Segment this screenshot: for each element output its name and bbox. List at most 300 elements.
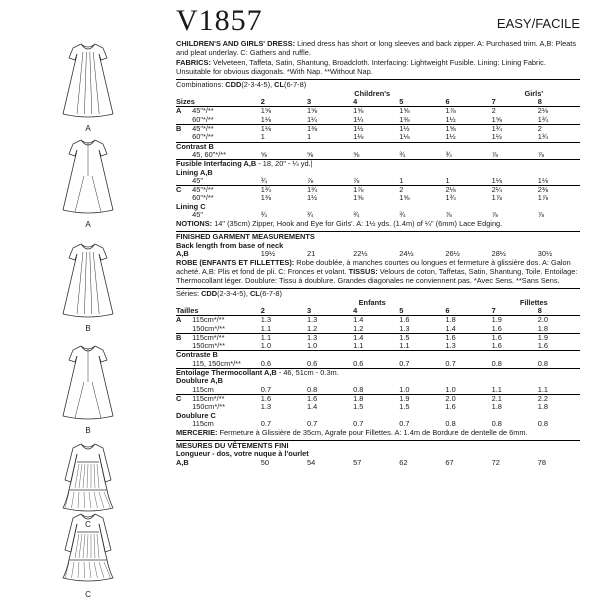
size-value: 2⅛ (441, 186, 487, 195)
size-value: 30½ (537, 250, 553, 259)
size-value: 19½ (260, 250, 276, 259)
combo-cl-sizes: (6-7-8) (284, 80, 307, 90)
series-cl: CL (249, 289, 260, 299)
lining-c-row (176, 420, 580, 428)
size-value: 0.8 (353, 385, 364, 394)
size-value: ¾ (445, 150, 452, 159)
english-yardage-table (176, 90, 580, 219)
sketch-column (0, 40, 176, 600)
size-value: 2 (488, 107, 534, 116)
lining-c-title: Lining C (176, 202, 206, 211)
yardage-row (176, 333, 580, 342)
interfacing-text: - 18, 20" - ¼ yd.| (256, 159, 313, 169)
size-value: 1.2 (353, 324, 364, 333)
size-value: 1.3 (445, 342, 456, 351)
size-value: ⅞ (537, 150, 544, 159)
interfacing-cell (176, 369, 580, 378)
size-value: 2 (395, 186, 441, 195)
size-value: 0.8 (537, 419, 549, 428)
size-value: 26½ (445, 250, 460, 259)
size-value: 1.5 (353, 403, 364, 412)
back-length-table (176, 250, 580, 258)
french-description (176, 259, 580, 285)
size-group-label: Fillettes (519, 298, 548, 307)
sketch-view-label: A (85, 124, 91, 133)
interfacing-text: - 46, 51cm - 0.3m. (276, 368, 339, 378)
sketch-view-label: B (85, 426, 91, 435)
sizes-label: Tailles (176, 306, 199, 315)
size-value: 57 (353, 458, 362, 467)
size-value: 22½ (353, 250, 368, 259)
size-value: 0.8 (537, 359, 549, 368)
size-value: ⅞ (491, 150, 498, 159)
sizes-label: Sizes (176, 98, 195, 107)
size-value: 2.0 (534, 316, 580, 325)
blank-cell (176, 420, 192, 428)
size-value: 0.8 (445, 419, 456, 428)
size-value: 2⅛ (534, 107, 580, 116)
size-value: 0.8 (491, 419, 502, 428)
view-letter: B (176, 333, 192, 342)
size-value: 1.8 (537, 403, 549, 412)
notions-section (176, 220, 580, 229)
size-value: 1.6 (303, 394, 349, 403)
size-value: 24½ (399, 250, 414, 259)
size-value: 1⅝ (395, 107, 441, 116)
size-value: 1½ (445, 133, 456, 142)
fabric-width: 60"*/** (192, 133, 214, 142)
size-value: ⅞ (306, 176, 314, 185)
lining-c-header (176, 203, 580, 211)
fabric-width: 45" (192, 176, 204, 185)
mercerie-section (176, 429, 580, 438)
mercerie-text: Fermeture à Glissière de 35cm, Agrafe pour Fillettes. A: 1.4m de Bordure de dentelle de 6mm. (217, 428, 528, 438)
size-value: 1¾ (257, 186, 303, 195)
size-header: 4 (353, 306, 358, 315)
interfacing-cell (176, 160, 580, 169)
french-metrage-table (176, 299, 580, 428)
size-header: 6 (445, 98, 450, 107)
yardage-row (176, 125, 580, 134)
fabric-width: 45"*/** (192, 125, 257, 134)
size-value: 0.7 (260, 419, 272, 428)
robe-description: Robe doublée, à manches courtes ou longues et fermeture à glissière dos. A: Galon acheté. A,B: Plis et fond de pli. C: Fronces et volant. (176, 258, 571, 276)
size-value: 0.8 (306, 385, 318, 394)
yardage-row (176, 133, 580, 142)
fabric-width: 150cm*/** (192, 403, 226, 412)
blank-cell (176, 386, 192, 395)
size-value: 50 (260, 458, 270, 467)
sketch-view-label: C (85, 590, 91, 599)
view-letter (176, 403, 192, 411)
size-value: 0.8 (491, 359, 502, 368)
size-value: 0.7 (399, 419, 410, 428)
view-letter: A (176, 107, 192, 116)
fabric-width: 115cm*/** (192, 394, 257, 403)
size-value: 2.0 (441, 394, 487, 403)
view-letter: C (176, 186, 192, 195)
size-value: 0.7 (445, 359, 456, 368)
size-value: 2⅜ (534, 186, 580, 195)
view-letter: A,B (176, 250, 189, 259)
size-value: ¾ (399, 150, 406, 159)
yardage-row (176, 342, 580, 351)
size-value: 1.1 (491, 385, 502, 394)
size-header: 5 (399, 98, 404, 107)
size-value: 1.9 (488, 316, 534, 325)
size-value: 1⅝ (257, 107, 303, 116)
size-value: 0.7 (399, 359, 410, 368)
size-value: ⅞ (353, 176, 360, 185)
dress-sketch (53, 510, 123, 588)
measurement-row (176, 250, 580, 258)
lining-ab-header (176, 377, 580, 385)
size-value: 1.6 (445, 403, 456, 412)
dress-sketch (53, 240, 123, 322)
size-value: 1 (445, 176, 450, 185)
size-value: 1 (260, 133, 265, 142)
size-value: 1.6 (488, 333, 534, 342)
yardage-row (176, 186, 580, 195)
contrast-b-row (176, 151, 580, 160)
size-group-row (176, 90, 580, 98)
size-value: 78 (537, 458, 546, 467)
longueur-table (176, 459, 580, 467)
size-value: 1.9 (395, 394, 441, 403)
combo-cdd: CDD (225, 80, 242, 90)
size-group-label: Enfants (358, 298, 386, 307)
size-value: 1⅝ (353, 194, 364, 203)
interfacing-title: Entoilage Thermocollant A,B (176, 368, 277, 378)
english-description (176, 40, 580, 57)
lining-c-row (176, 211, 580, 219)
size-value: ¾ (260, 176, 267, 185)
fabric-width: 115cm (192, 385, 214, 394)
yardage-row (176, 107, 580, 116)
dress-sketch (53, 136, 123, 218)
sizes-row (176, 98, 580, 107)
view-letter (176, 342, 192, 351)
tissus-text: Velours de coton, Taffetas, Satin, Shantung, Toile. Entoilage: Thermocollant léger. Doublure: Tissu à doublure. Grandes diagonales ne conviennent pas. *Avec Sens. **Sans Sens. (176, 266, 578, 285)
size-value: 1⅝ (349, 107, 395, 116)
size-value: 1⅛ (353, 133, 364, 142)
series-cl-sizes: (6-7-8) (259, 289, 282, 299)
yardage-row (176, 403, 580, 411)
sizes-row (176, 307, 580, 316)
size-header: 4 (353, 98, 358, 107)
dress-description: Lined dress has short or long sleeves and back zipper. A: Purchased trim. A,B: Pleats and pleat underlay. C: Gathers and ruffle. (176, 39, 577, 57)
yardage-row (176, 325, 580, 334)
size-value: ⅞ (537, 211, 544, 220)
size-header: 5 (399, 306, 404, 315)
yardage-row (176, 316, 580, 325)
size-header: 6 (445, 306, 450, 315)
lining-ab-title: Lining A,B (176, 168, 213, 177)
mercerie-title: MERCERIE: (176, 428, 218, 438)
contrast-b-title: Contraste B (176, 351, 580, 360)
size-value: 1⅞ (491, 194, 502, 203)
size-value: 1½ (491, 133, 502, 142)
fabric-width: 115cm*/** (192, 333, 257, 342)
mesures-title: MESURES DU VÊTEMENTS FINI (176, 440, 289, 450)
lining-c-header (176, 412, 580, 420)
fabrics-title: FABRICS: (176, 58, 211, 68)
combo-cl: CL (274, 80, 285, 90)
size-header: 3 (306, 98, 312, 107)
size-value: 1¼ (353, 115, 364, 124)
size-value: 1¾ (445, 194, 456, 203)
fabric-width: 115, 150cm*/** (192, 359, 241, 368)
robe-title: ROBE (ENFANTS ET FILLETTES): (176, 258, 295, 268)
interfacing-row (176, 160, 580, 169)
blank-cell (192, 299, 257, 307)
size-value: 0.7 (260, 385, 272, 394)
difficulty-level: EASY/FACILE (496, 16, 580, 31)
size-value: 1⅛ (491, 176, 502, 185)
notions-title: NOTIONS: (176, 219, 213, 229)
pattern-number: V1857 (176, 4, 263, 37)
series-prefix: Séries: (176, 289, 202, 299)
longueur-title: Longueur - dos, votre nuque à l'ourlet (176, 449, 309, 459)
size-value: 1.1 (353, 342, 364, 351)
size-value: 1¾ (537, 115, 549, 124)
size-value: 2.1 (488, 394, 534, 403)
size-value: 1¾ (537, 133, 549, 142)
size-value: 54 (306, 458, 316, 467)
size-value: 1.8 (537, 324, 549, 333)
size-group-label: Children's (354, 89, 391, 98)
size-value: 1½ (395, 125, 441, 134)
size-value: 1.0 (445, 385, 456, 394)
size-value: 1⅝ (303, 107, 349, 116)
size-value: ¾ (306, 211, 314, 220)
lining-ab-row (176, 386, 580, 395)
size-value: 1.6 (257, 394, 303, 403)
fabric-width: 115cm (192, 419, 214, 428)
size-value: 1.1 (399, 342, 410, 351)
size-value: ⅝ (260, 150, 267, 159)
size-value: 1.6 (537, 342, 549, 351)
view-letter: A (176, 316, 192, 325)
blank-cell (176, 360, 192, 369)
finished-measurements-title: FINISHED GARMENT MEASUREMENTS (176, 231, 315, 241)
size-value: 0.6 (306, 359, 318, 368)
size-value: 1⅛ (257, 125, 303, 134)
fabric-width: 45"*/** (192, 107, 257, 116)
instructions-content (176, 40, 580, 467)
size-value: 1¾ (303, 186, 349, 195)
size-value: ¾ (353, 211, 360, 220)
fabric-width: 45"*/** (192, 186, 257, 195)
yardage-row (176, 394, 580, 403)
size-value: 1⅛ (260, 115, 272, 124)
size-value: 2¼ (488, 186, 534, 195)
blank-cell (176, 299, 192, 307)
size-value: 1.3 (257, 316, 303, 325)
size-value: 1.5 (399, 403, 410, 412)
size-value: 1.4 (349, 316, 395, 325)
size-value: 1.4 (349, 333, 395, 342)
size-value: 0.6 (260, 359, 272, 368)
fabrics-text: Velveteen, Taffeta, Satin, Shantung, Broadcloth. Interfacing: Lightweight Fusible. Lining: Lining Fabric. Unsuitable for obvious diagonals. *With Nap. **Without Nap. (176, 58, 546, 76)
blank-cell (176, 211, 192, 219)
size-header: 8 (537, 98, 542, 107)
lining-ab-header (176, 169, 580, 177)
size-value: 1¼ (306, 115, 318, 124)
contrast-b-header (176, 142, 580, 151)
back-length-title: Back length from base of neck (176, 240, 284, 250)
size-value: 1⅝ (441, 125, 487, 134)
yardage-row (176, 194, 580, 202)
view-letter: A,B (176, 458, 189, 467)
size-value: ¾ (260, 211, 267, 220)
blank-cell (257, 299, 303, 307)
size-value: 1.8 (491, 403, 502, 412)
sketch-view-label: B (85, 324, 91, 333)
contrast-b-title: Contrast B (176, 142, 580, 151)
size-group-row (176, 299, 580, 307)
size-value: 1.6 (395, 316, 441, 325)
size-value: 2.2 (534, 394, 580, 403)
yardage-row (176, 116, 580, 125)
size-value: 1.3 (399, 324, 410, 333)
view-letter (176, 116, 192, 125)
notions-text: 14" (35cm) Zipper, Hook and Eye for Girls'. A: 1½ yds. (1.4m) of ¼" (6mm) Lace Edging. (212, 219, 503, 229)
size-value: 1.3 (260, 403, 272, 412)
size-header: 7 (491, 98, 496, 107)
fabric-width: 150cm*/** (192, 342, 226, 351)
size-value: 1.0 (306, 342, 318, 351)
size-value: 1.8 (441, 316, 487, 325)
tissus-title: TISSUS: (348, 266, 378, 276)
fabric-width: 115cm*/** (192, 316, 257, 325)
size-value: 0.7 (353, 419, 364, 428)
size-value: 1⅞ (441, 107, 487, 116)
view-letter: C (176, 394, 192, 403)
size-header: 3 (306, 306, 312, 315)
size-value: ⅝ (306, 150, 314, 159)
blank-cell (176, 151, 192, 160)
size-value: 1.4 (445, 324, 456, 333)
size-value: 1.6 (491, 342, 502, 351)
fabric-width: 150cm*/** (192, 324, 226, 333)
blank-cell (441, 90, 487, 98)
contrast-b-header (176, 351, 580, 360)
size-value: 1.6 (491, 324, 502, 333)
dress-sketch (53, 342, 123, 424)
size-value: 1.0 (399, 385, 410, 394)
blank-cell (176, 90, 192, 98)
size-value: 1 (306, 133, 312, 142)
size-value: 62 (399, 458, 408, 467)
size-value: 1.4 (306, 403, 318, 412)
size-header: 8 (537, 306, 542, 315)
series-cdd: CDD (201, 289, 218, 299)
contrast-b-row (176, 360, 580, 369)
view-letter (176, 133, 192, 142)
size-value: 1.3 (303, 333, 349, 342)
size-value: 0.7 (306, 419, 318, 428)
size-value: 1.3 (303, 316, 349, 325)
size-value: 1⅜ (399, 115, 410, 124)
size-header: 2 (260, 306, 265, 315)
size-value: 1.6 (441, 333, 487, 342)
size-value: 1⅞ (349, 186, 395, 195)
dress-sketch (53, 40, 123, 122)
size-value: 1⅛ (399, 133, 410, 142)
size-value: 1½ (445, 115, 456, 124)
lining-ab-title: Doublure A,B (176, 377, 223, 386)
fabric-width: 45, 60"*/** (192, 150, 227, 159)
fabric-width: 45" (192, 211, 204, 220)
size-value: 1⅝ (491, 115, 502, 124)
size-value: 1.1 (257, 333, 303, 342)
sketch-view-label: C (85, 520, 91, 529)
size-value: 1⅝ (399, 194, 410, 203)
size-value: 21 (306, 250, 316, 259)
size-value: 0.6 (353, 359, 364, 368)
size-header: 7 (491, 306, 496, 315)
series-line (176, 290, 580, 299)
blank-cell (441, 299, 487, 307)
size-header: 2 (260, 98, 265, 107)
size-value: 1.9 (534, 333, 580, 342)
size-group-label: Girls' (524, 89, 544, 98)
size-value: 1.1 (537, 385, 549, 394)
series-cdd-sizes: (2-3-4-5), (217, 289, 250, 299)
blank-cell (257, 90, 303, 98)
size-value: 1.0 (260, 342, 272, 351)
interfacing-title: Fusible Interfacing A,B (176, 159, 257, 169)
size-value: 1.5 (395, 333, 441, 342)
size-value: 1⅞ (537, 194, 549, 203)
size-value: 1.8 (349, 394, 395, 403)
sketch-view-label: A (85, 220, 91, 229)
measurement-row (176, 459, 580, 467)
size-value: 1⅜ (303, 125, 349, 134)
size-value: 1 (399, 176, 404, 185)
lining-c-title: Doublure C (176, 411, 216, 420)
fabric-width: 60"*/** (192, 194, 214, 203)
size-value: 1⅜ (260, 194, 272, 203)
size-value: 1½ (349, 125, 395, 134)
size-value: ⅞ (491, 211, 498, 220)
combo-cdd-sizes: (2-3-4-5), (241, 80, 275, 90)
dress-title: CHILDREN'S AND GIRLS' DRESS: (176, 39, 296, 48)
fabrics-section (176, 59, 580, 76)
view-letter (176, 325, 192, 334)
dress-sketch (53, 440, 123, 518)
size-value: 1½ (306, 194, 318, 203)
size-value: 1¾ (488, 125, 534, 134)
lining-ab-row (176, 177, 580, 186)
view-letter (176, 194, 192, 202)
interfacing-row (176, 369, 580, 378)
size-value: ⅞ (445, 211, 452, 220)
combinations-line (176, 81, 580, 90)
combinations-prefix: Combinations: (176, 80, 226, 90)
size-value: ¾ (399, 211, 406, 220)
view-letter: B (176, 125, 192, 134)
size-value: 28½ (491, 250, 506, 259)
size-value: ⅝ (353, 150, 360, 159)
blank-cell (192, 90, 257, 98)
size-value: 2 (534, 125, 580, 134)
size-value: 1⅛ (537, 176, 549, 185)
size-value: 72 (491, 458, 500, 467)
fabric-width: 60"*/** (192, 115, 214, 124)
size-value: 1.1 (260, 324, 272, 333)
